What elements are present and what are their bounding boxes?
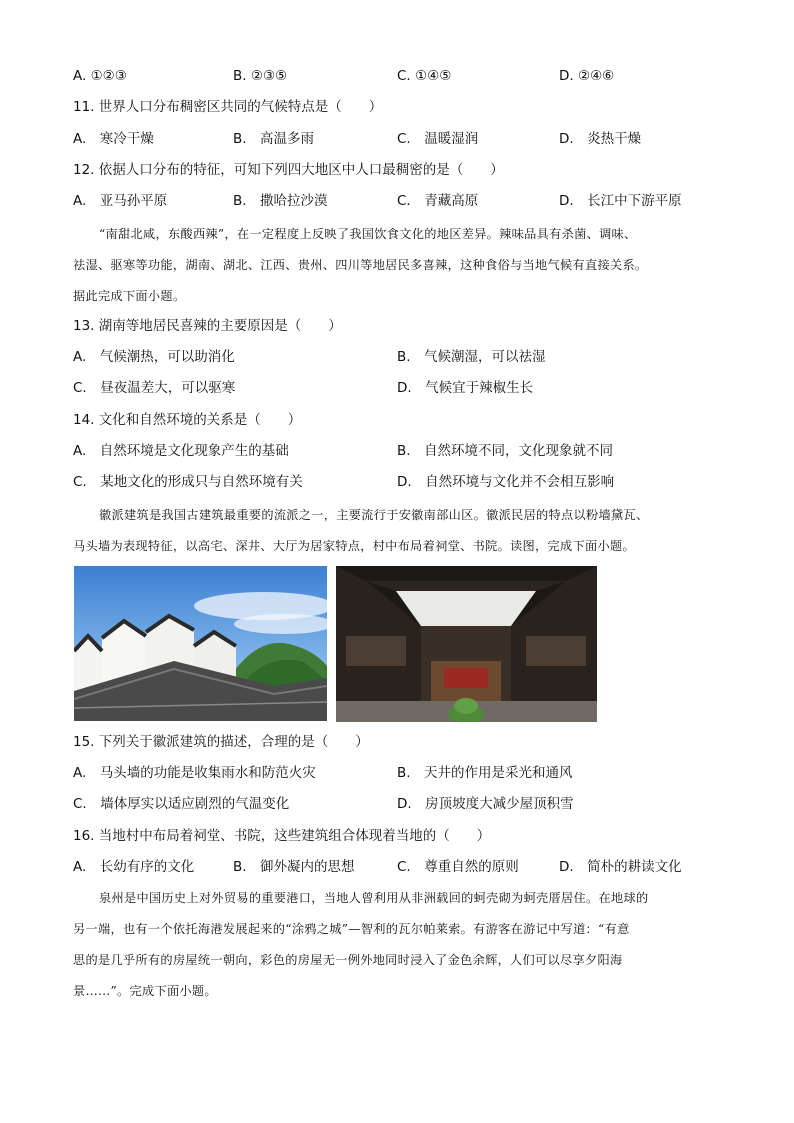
q10-option-b[interactable]: B. ②③⑤ xyxy=(233,68,288,84)
q10-option-c[interactable]: C. ①④⑤ xyxy=(397,68,452,84)
horse-head-wall-photo xyxy=(74,566,327,721)
q16-options xyxy=(73,858,733,876)
passage-spicy-food xyxy=(73,219,723,312)
q14-option-d[interactable]: D. 自然环境与文化并不会相互影响 xyxy=(397,474,615,490)
q11-stem: 11. 世界人口分布稠密区共同的气候特点是（ ） xyxy=(73,99,383,115)
q15-options-row1 xyxy=(73,764,733,782)
q11-option-a[interactable]: A. 寒冷干燥 xyxy=(73,131,154,147)
q11-option-c[interactable]: C. 温暖湿润 xyxy=(397,131,479,147)
passage1-line: “南甜北咸，东酸西辣”，在一定程度上反映了我国饮食文化的地区差异。辣味品具有杀菌、调味、 xyxy=(99,227,637,241)
passage3-line: 景……”。完成下面小题。 xyxy=(73,984,217,998)
passage3-line: 思的是几乎所有的房屋统一朝向，彩色的房屋无一例外地同时浸入了金色余辉，人们可以尽享夕阳海 xyxy=(73,953,623,967)
q12-option-a[interactable]: A. 亚马孙平原 xyxy=(73,193,168,209)
courtyard-skywell-image xyxy=(336,566,597,722)
q13-stem: 13. 湖南等地居民喜辣的主要原因是（ ） xyxy=(73,318,342,334)
courtyard-skywell-photo xyxy=(336,566,597,722)
q13-option-a[interactable]: A. 气候潮热，可以助消化 xyxy=(73,349,235,365)
q14-option-c[interactable]: C. 某地文化的形成只与自然环境有关 xyxy=(73,474,303,490)
q12-options xyxy=(73,192,733,210)
q16-option-d[interactable]: D. 简朴的耕读文化 xyxy=(559,859,682,875)
q13-option-b[interactable]: B. 气候潮湿，可以祛湿 xyxy=(397,349,546,365)
q10-options xyxy=(73,67,733,85)
q14-option-b[interactable]: B. 自然环境不同，文化现象就不同 xyxy=(397,443,614,459)
passage-hui-architecture xyxy=(73,500,723,562)
q12-option-b[interactable]: B. 撒哈拉沙漠 xyxy=(233,193,328,209)
q11-options xyxy=(73,130,733,148)
q16-option-c[interactable]: C. 尊重自然的原则 xyxy=(397,859,519,875)
q15-stem: 15. 下列关于徽派建筑的描述，合理的是（ ） xyxy=(73,734,369,750)
q15-option-b[interactable]: B. 天井的作用是采光和通风 xyxy=(397,765,573,781)
q10-option-d[interactable]: D. ②④⑥ xyxy=(559,68,615,84)
q12-option-c[interactable]: C. 青藏高原 xyxy=(397,193,479,209)
q16-option-b[interactable]: B. 御外凝内的思想 xyxy=(233,859,355,875)
passage-quanzhou-valparaiso xyxy=(73,883,723,1007)
q13-option-c[interactable]: C. 昼夜温差大，可以驱寒 xyxy=(73,380,236,396)
passage3-line: 另一端，也有一个依托海港发展起来的“涂鸦之城”—智利的瓦尔帕莱索。有游客在游记中写道：“有意 xyxy=(73,922,630,936)
passage1-line: 据此完成下面小题。 xyxy=(73,289,186,303)
passage3-line: 泉州是中国历史上对外贸易的重要港口，当地人曾利用从非洲载回的蚵壳砌为蚵壳厝居住。在地球的 xyxy=(99,891,649,905)
q16-stem: 16. 当地村中布局着祠堂、书院，这些建筑组合体现着当地的（ ） xyxy=(73,828,491,844)
q10-option-a[interactable]: A. ①②③ xyxy=(73,68,127,84)
q12-stem: 12. 依据人口分布的特征，可知下列四大地区中人口最稠密的是（ ） xyxy=(73,162,504,178)
q14-option-a[interactable]: A. 自然环境是文化现象产生的基础 xyxy=(73,443,289,459)
q14-options-row2 xyxy=(73,473,733,491)
horse-head-wall-image xyxy=(74,566,327,721)
q13-option-d[interactable]: D. 气候宜于辣椒生长 xyxy=(397,380,534,396)
q11-option-d[interactable]: D. 炎热干燥 xyxy=(559,131,642,147)
passage2-line: 徽派建筑是我国古建筑最重要的流派之一，主要流行于安徽南部山区。徽派民居的特点以粉墙黛瓦、 xyxy=(99,508,649,522)
q15-options-row2 xyxy=(73,795,733,813)
passage1-line: 祛湿、驱寒等功能，湖南、湖北、江西、贵州、四川等地居民多喜辣，这种食俗与当地气候有直接关系。 xyxy=(73,258,648,272)
q13-options-row2 xyxy=(73,379,733,397)
q15-option-c[interactable]: C. 墙体厚实以适应剧烈的气温变化 xyxy=(73,796,290,812)
q15-option-a[interactable]: A. 马头墙的功能是收集雨水和防范火灾 xyxy=(73,765,316,781)
q16-option-a[interactable]: A. 长幼有序的文化 xyxy=(73,859,195,875)
q14-options-row1 xyxy=(73,442,733,460)
passage2-line: 马头墙为表现特征，以高宅、深井、大厅为居家特点，村中布局着祠堂、书院。读图，完成下面小题。 xyxy=(73,539,635,553)
q15-option-d[interactable]: D. 房顶坡度大减少屋顶积雪 xyxy=(397,796,574,812)
q14-stem: 14. 文化和自然环境的关系是（ ） xyxy=(73,412,302,428)
q11-option-b[interactable]: B. 高温多雨 xyxy=(233,131,315,147)
q12-option-d[interactable]: D. 长江中下游平原 xyxy=(559,193,682,209)
q13-options-row1 xyxy=(73,348,733,366)
